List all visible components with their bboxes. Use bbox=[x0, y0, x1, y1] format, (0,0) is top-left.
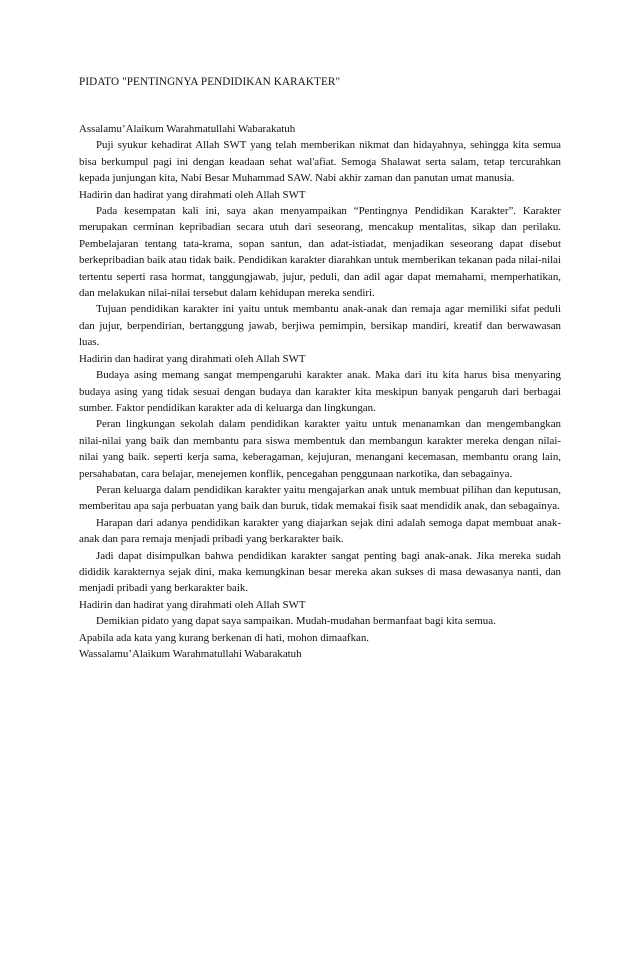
paragraph-foreign-culture: Budaya asing memang sangat mempengaruhi karakter anak. Maka dari itu kita harus bisa menyaring budaya asing yang tidak sesuai dengan budaya dan karakter kita meskipun banyak pengaruh dari berbagai sumber. Faktor pendidikan karakter ada di keluarga dan lingkungan. bbox=[79, 369, 561, 414]
paragraph-school-role: Peran lingkungan sekolah dalam pendidikan karakter yaitu untuk menanamkan dan mengembangkan nilai-nilai yang baik dan membantu para siswa membentuk dan membangun karakter mereka dengan nilai-nilai yang baik. seperti kerja sama, keberagaman, kejujuran, menanganí kecemasan, membantu orang lain, persahabatan, cara belajar, menejemen konflik, pencegahan penggunaan narkotika, dan sebagainya. bbox=[79, 418, 561, 480]
audience-greeting-3: Hadirin dan hadirat yang dirahmati oleh Allah SWT bbox=[79, 598, 306, 611]
opening-salutation: Assalamu’Alaikum Warahmatullahi Wabarakatuh bbox=[79, 123, 296, 135]
audience-greeting-1: Hadirin dan hadirat yang dirahmati oleh Allah SWT bbox=[79, 188, 306, 201]
paragraph-character-definition: Pada kesempatan kali ini, saya akan menyampaikan “Pentingnya Pendidikan Karakter”. Karakter merupakan cerminan kepribadian secara utuh dari seseorang, mencakup mentalitas, sikap dan perilaku. Pembelajaran tentang tata-krama, sopan santun, dan adat-istiadat, menjadikan seseorang dapat disebut berkepribadian baik atau tidak baik. Pendidikan karakter diarahkan untuk memberikan tekanan pada nilai-nilai tertentu seperti rasa hormat, tanggungjawab, jujur, peduli, dan adil agar dapat memahami, memperhatikan, dan melakukan nilai-nilai tersebut dalam kehidupan mereka sendiri. bbox=[79, 205, 561, 300]
closing-salutation: Wassalamu’Alaikum Warahmatullahi Wabarakatuh bbox=[79, 648, 302, 660]
paragraph-family-role: Peran keluarga dalam pendidikan karakter yaitu mengajarkan anak untuk membuat pilihan dan keputusan, memberitau apa saja perbuatan yang baik dan buruk, tidak memakai fisik saat mendidik anak, dan sebagainya. bbox=[79, 483, 561, 513]
paragraph-education-goal: Tujuan pendidikan karakter ini yaitu untuk membantu anak-anak dan remaja agar memiliki sifat peduli dan jujur, berpendirian, bertanggung jawab, berjiwa pemimpin, bersikap mandiri, kreatif dan berwawasan luas. bbox=[79, 303, 561, 349]
audience-greeting-2: Hadirin dan hadirat yang dirahmati oleh Allah SWT bbox=[79, 352, 306, 365]
speech-body bbox=[79, 121, 561, 662]
paragraph-conclusion: Jadi dapat disimpulkan bahwa pendidikan karakter sangat penting bagi anak-anak. Jika mereka sudah dididik karakternya sejak dini, maka kemungkinan besar mereka akan sukses di masa dewasanya nanti, dan menjadi pribadi yang berkarakter baik. bbox=[79, 549, 561, 595]
paragraph-hope: Harapan dari adanya pendidikan karakter yang diajarkan sejak dini adalah semoga dapat membuat anak-anak dan para remaja menjadi pribadi yang berkarakter baik. bbox=[79, 516, 561, 546]
paragraph-gratitude: Puji syukur kehadirat Allah SWT yang telah memberikan nikmat dan hidayahnya, sehingga kita semua bisa berkumpul pagi ini dengan keadaan sehat wal'afiat. Semoga Shalawat serta salam, tetap tercurahkan kepada junjungan kita, Nabi Besar Muhammad SAW. Nabi akhir zaman dan panutan umat manusia. bbox=[79, 139, 561, 185]
apology-line: Apabila ada kata yang kurang berkenan di hati, mohon dimaafkan. bbox=[79, 631, 370, 644]
document-title: PIDATO "PENTINGNYA PENDIDIKAN KARAKTER" bbox=[79, 76, 341, 88]
paragraph-closing-remark: Demikian pidato yang dapat saya sampaikan. Mudah-mudahan bermanfaat bagi kita semua. bbox=[96, 615, 496, 628]
